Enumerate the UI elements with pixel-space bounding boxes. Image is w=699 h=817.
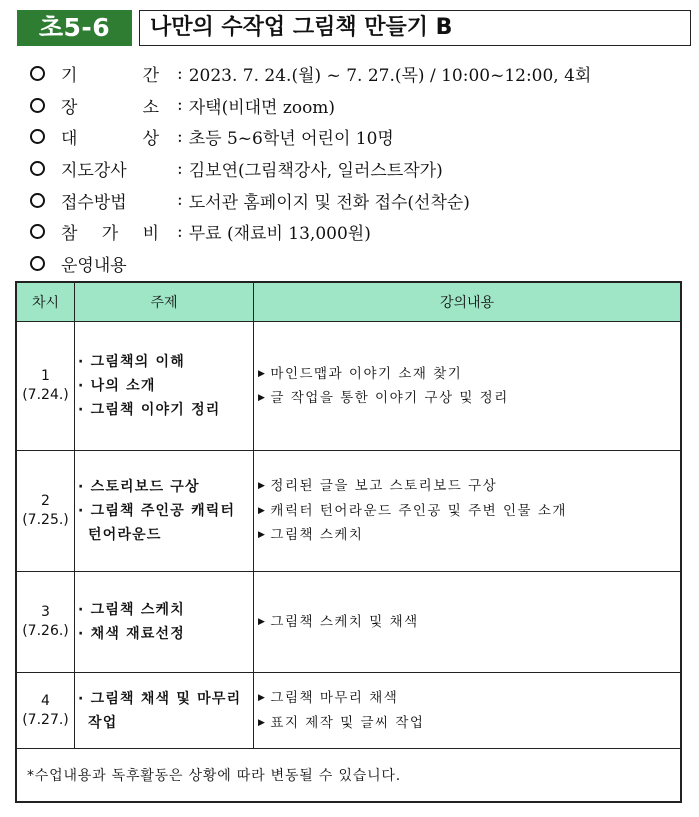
triangle-bullet-icon: ▶ [258,481,267,492]
info-value: 2023. 7. 24.(월) ~ 7. 27.(목) / 10:00~12:00, 4회 [188,66,592,87]
triangle-bullet-icon: ▶ [258,616,267,627]
program-info [30,58,670,279]
ring-bullet-icon [30,161,45,176]
ring-bullet-icon [30,256,45,271]
ring-bullet-icon [30,193,45,208]
info-label: 운영내용 [61,255,127,276]
grade-badge: 초5-6 [17,10,132,46]
info-registration: 접수방법 : 도서관 홈페이지 및 전화 접수(선착순) [30,184,670,216]
session-cell: 3 (7.26.) [16,572,75,673]
ring-bullet-icon [30,98,45,113]
content-cell: ▶ 정리된 글을 보고 스토리보드 구상 ▶ 캐릭터 턴어라운드 주인공 및 주변 인물 소개 ▶ 그림책 스케치 [254,451,682,572]
schedule-table [15,281,682,803]
ring-bullet-icon [30,66,45,81]
footnote: *수업내용과 독후활동은 상황에 따라 변동될 수 있습니다. [16,749,681,803]
header-content: 강의내용 [254,282,682,322]
triangle-bullet-icon: ▶ [258,368,267,379]
info-label: 장 소 [61,97,159,118]
info-period: 기 간 : 2023. 7. 24.(월) ~ 7. 27.(목) / 10:00~12:00, 4회 [30,58,670,90]
table-row [16,673,681,749]
ring-bullet-icon [30,224,45,239]
note-row [16,749,681,803]
content-cell: ▶ 그림책 스케치 및 채색 [254,572,682,673]
content-cell: ▶ 그림책 마무리 채색 ▶ 표지 제작 및 글씨 작업 [254,673,682,749]
triangle-bullet-icon: ▶ [258,693,267,703]
session-cell: 4 (7.27.) [16,673,75,749]
triangle-bullet-icon: ▶ [258,505,267,516]
info-value: 도서관 홈페이지 및 전화 접수(선착순) [188,192,470,213]
info-instructor: 지도강사 : 김보연(그림책강사, 일러스트작가) [30,153,670,185]
info-value: 자택(비대면 zoom) [188,97,336,118]
table-row [16,572,681,673]
info-value: 무료 (재료비 13,000원) [188,224,371,245]
session-cell: 2 (7.25.) [16,451,75,572]
header-session: 차시 [16,282,75,322]
triangle-bullet-icon: ▶ [258,717,267,728]
triangle-bullet-icon: ▶ [258,530,267,541]
info-label: 지도강사 [61,161,127,182]
info-value: 초등 5~6학년 어린이 10명 [188,129,394,150]
info-label: 접수방법 [61,192,127,213]
info-label: 기 간 [61,66,159,87]
session-cell: 1 (7.24.) [16,322,75,451]
info-program [30,248,670,280]
content-cell: ▶ 마인드맵과 이야기 소재 찾기 ▶ 글 작업을 통한 이야기 구상 및 정리 [254,322,682,451]
triangle-bullet-icon: ▶ [258,393,267,403]
header-topic: 주제 [75,282,254,322]
page-title: 나만의 수작업 그림책 만들기 B [139,10,691,46]
info-label: 대 상 [61,129,159,150]
page-header [17,10,681,46]
table-row [16,322,681,451]
topic-cell: · 그림책의 이해 · 나의 소개 · 그림책 이야기 정리 [75,322,254,451]
table-header-row [16,282,681,322]
ring-bullet-icon [30,129,45,144]
topic-cell: · 스토리보드 구상 · 그림책 주인공 캐릭터 턴어라운드 [75,451,254,572]
info-label: 참 가 비 [61,224,159,245]
info-fee: 참 가 비 : 무료 (재료비 13,000원) [30,216,670,248]
info-target: 대 상 : 초등 5~6학년 어린이 10명 [30,121,670,153]
table-row [16,451,681,572]
info-value: 김보연(그림책강사, 일러스트작가) [188,161,443,182]
info-location: 장 소 : 자택(비대면 zoom) [30,90,670,122]
topic-cell: · 그림책 스케치 · 채색 재료선정 [75,572,254,673]
topic-cell: · 그림책 채색 및 마무리 작업 [75,673,254,749]
